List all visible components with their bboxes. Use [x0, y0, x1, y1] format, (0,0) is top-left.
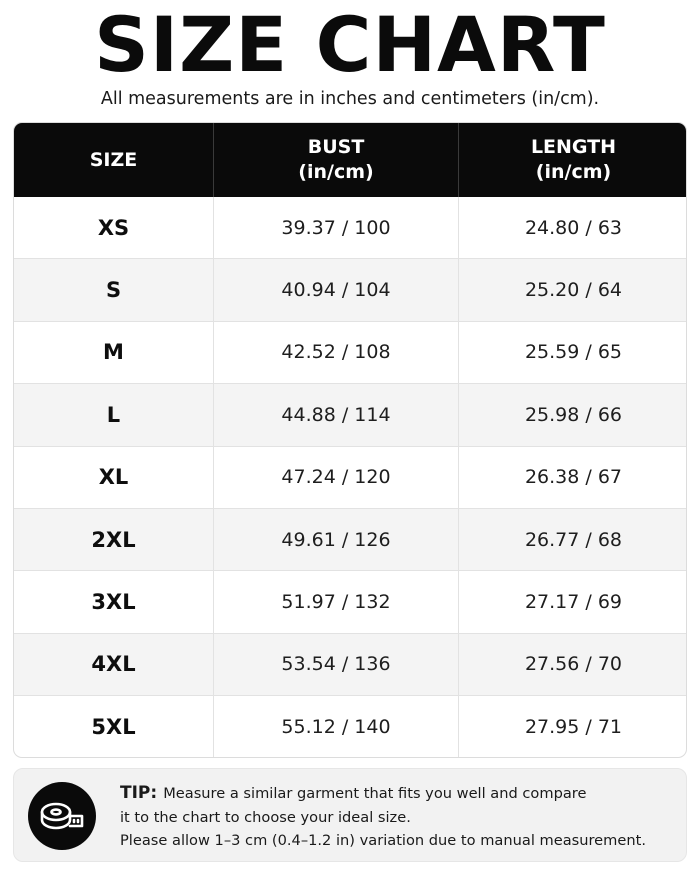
bust-cell: 53.54 / 136 [214, 634, 459, 695]
column-header-label: BUST [307, 136, 365, 158]
tip-line-3: Please allow 1–3 cm (0.4–1.2 in) variation due to manual measurement. [120, 832, 646, 849]
table-row [14, 509, 687, 571]
table-row [14, 696, 687, 758]
bust-cell: 55.12 / 140 [214, 696, 459, 758]
size-table [13, 122, 687, 758]
bust-cell: 44.88 / 114 [214, 384, 459, 445]
table-row [14, 447, 687, 509]
table-row [14, 571, 687, 633]
size-cell: 5XL [14, 696, 214, 758]
bust-cell: 49.61 / 126 [214, 509, 459, 570]
size-cell: 3XL [14, 571, 214, 632]
tip-line-2: it to the chart to choose your ideal size. [120, 808, 411, 826]
size-cell: S [14, 259, 214, 320]
measuring-tape-icon [28, 782, 96, 850]
length-cell: 24.80 / 63 [524, 216, 623, 239]
column-header-unit: (in/cm) [298, 161, 374, 183]
size-cell: 4XL [14, 634, 214, 695]
tip-label: TIP: [120, 783, 158, 803]
column-header-length [459, 123, 687, 197]
bust-cell: 40.94 / 104 [214, 259, 459, 320]
length-cell: 25.20 / 64 [524, 279, 623, 302]
column-header-size [14, 123, 214, 197]
table-row [14, 634, 687, 696]
table-row [14, 322, 687, 384]
tip-text [120, 782, 680, 853]
length-cell: 27.17 / 69 [524, 591, 623, 614]
bust-cell: 39.37 / 100 [214, 197, 459, 258]
page-subtitle: All measurements are in inches and centimeters (in/cm). [100, 89, 600, 109]
size-cell: XS [14, 197, 214, 258]
tip-line-1: TIP: Measure a similar garment that fits you well and compare [120, 783, 587, 803]
bust-cell: 51.97 / 132 [214, 571, 459, 632]
table-row [14, 259, 687, 321]
tip-box [13, 768, 687, 862]
column-header-bust [214, 123, 459, 197]
page-title: SIZE CHART [94, 0, 606, 89]
length-cell: 25.59 / 65 [524, 341, 623, 364]
bust-cell: 47.24 / 120 [214, 447, 459, 508]
bust-cell: 42.52 / 108 [214, 322, 459, 383]
size-cell: L [14, 384, 214, 445]
length-cell: 27.56 / 70 [524, 653, 623, 676]
column-header-label: SIZE [89, 148, 138, 171]
column-header-unit: (in/cm) [535, 161, 612, 183]
column-header-label: LENGTH [530, 136, 617, 158]
table-header [14, 123, 687, 197]
length-cell: 25.98 / 66 [524, 403, 623, 426]
length-cell: 26.38 / 67 [524, 466, 623, 489]
table-row [14, 197, 687, 259]
table-body [14, 197, 687, 758]
size-cell: XL [14, 447, 214, 508]
table-row [14, 384, 687, 446]
length-cell: 27.95 / 71 [524, 716, 623, 739]
size-cell: M [14, 322, 214, 383]
size-cell: 2XL [14, 509, 214, 570]
length-cell: 26.77 / 68 [524, 528, 623, 551]
